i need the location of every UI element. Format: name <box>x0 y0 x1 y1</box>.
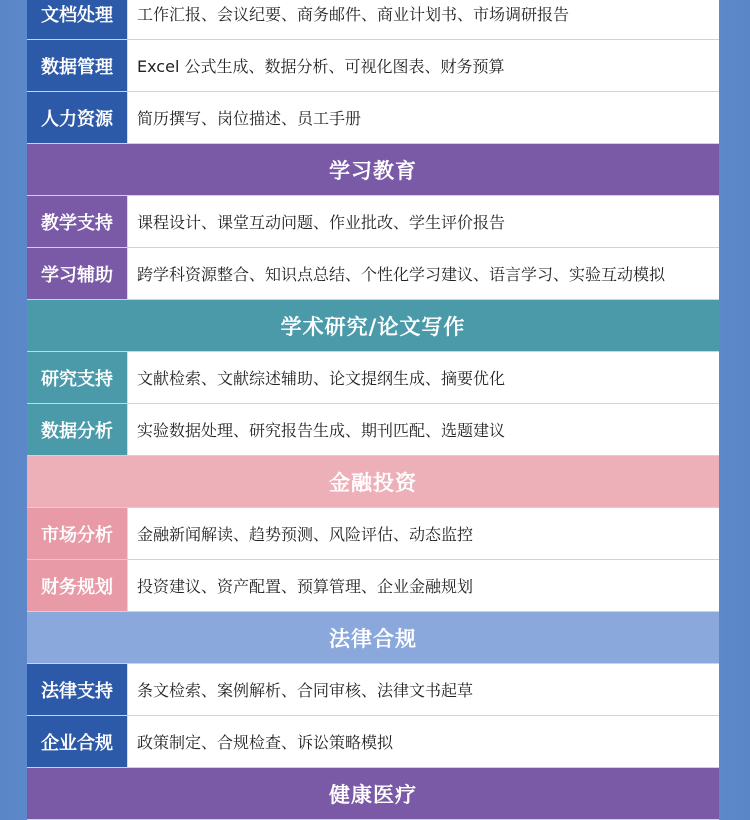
row-description: 简历撰写、岗位描述、员工手册 <box>127 92 719 143</box>
row-description: 工作汇报、会议纪要、商务邮件、商业计划书、市场调研报告 <box>127 0 719 39</box>
row-label: 人力资源 <box>27 92 127 143</box>
row-description: 金融新闻解读、趋势预测、风险评估、动态监控 <box>127 508 719 559</box>
row-label: 市场分析 <box>27 508 127 559</box>
table-row-hr <box>27 92 719 144</box>
row-description: 文献检索、文献综述辅助、论文提纲生成、摘要优化 <box>127 352 719 403</box>
row-label: 数据分析 <box>27 404 127 455</box>
section-header-finance: 金融投资 <box>27 456 719 508</box>
row-description: 实验数据处理、研究报告生成、期刊匹配、选题建议 <box>127 404 719 455</box>
row-description: Excel 公式生成、数据分析、可视化图表、财务预算 <box>127 40 719 91</box>
row-label: 法律支持 <box>27 664 127 715</box>
table-row-legal-support <box>27 664 719 716</box>
row-label: 学习辅助 <box>27 248 127 299</box>
table-row-data-management <box>27 40 719 92</box>
section-header-research: 学术研究/论文写作 <box>27 300 719 352</box>
row-description: 政策制定、合规检查、诉讼策略模拟 <box>127 716 719 767</box>
section-header-legal: 法律合规 <box>27 612 719 664</box>
table-row-research-support <box>27 352 719 404</box>
table-row-data-analysis <box>27 404 719 456</box>
table-row-market-analysis <box>27 508 719 560</box>
row-label: 企业合规 <box>27 716 127 767</box>
table-row-doc-processing <box>27 0 719 40</box>
row-description: 课程设计、课堂互动问题、作业批改、学生评价报告 <box>127 196 719 247</box>
row-description: 跨学科资源整合、知识点总结、个性化学习建议、语言学习、实验互动模拟 <box>127 248 719 299</box>
row-label: 研究支持 <box>27 352 127 403</box>
row-label: 教学支持 <box>27 196 127 247</box>
row-label: 数据管理 <box>27 40 127 91</box>
row-description: 条文检索、案例解析、合同审核、法律文书起草 <box>127 664 719 715</box>
row-description: 投资建议、资产配置、预算管理、企业金融规划 <box>127 560 719 611</box>
feature-table <box>27 0 719 820</box>
section-header-health: 健康医疗 <box>27 768 719 820</box>
row-label: 文档处理 <box>27 0 127 39</box>
table-row-financial-planning <box>27 560 719 612</box>
table-row-compliance <box>27 716 719 768</box>
row-label: 财务规划 <box>27 560 127 611</box>
section-header-education: 学习教育 <box>27 144 719 196</box>
table-row-learning <box>27 248 719 300</box>
table-row-teaching <box>27 196 719 248</box>
